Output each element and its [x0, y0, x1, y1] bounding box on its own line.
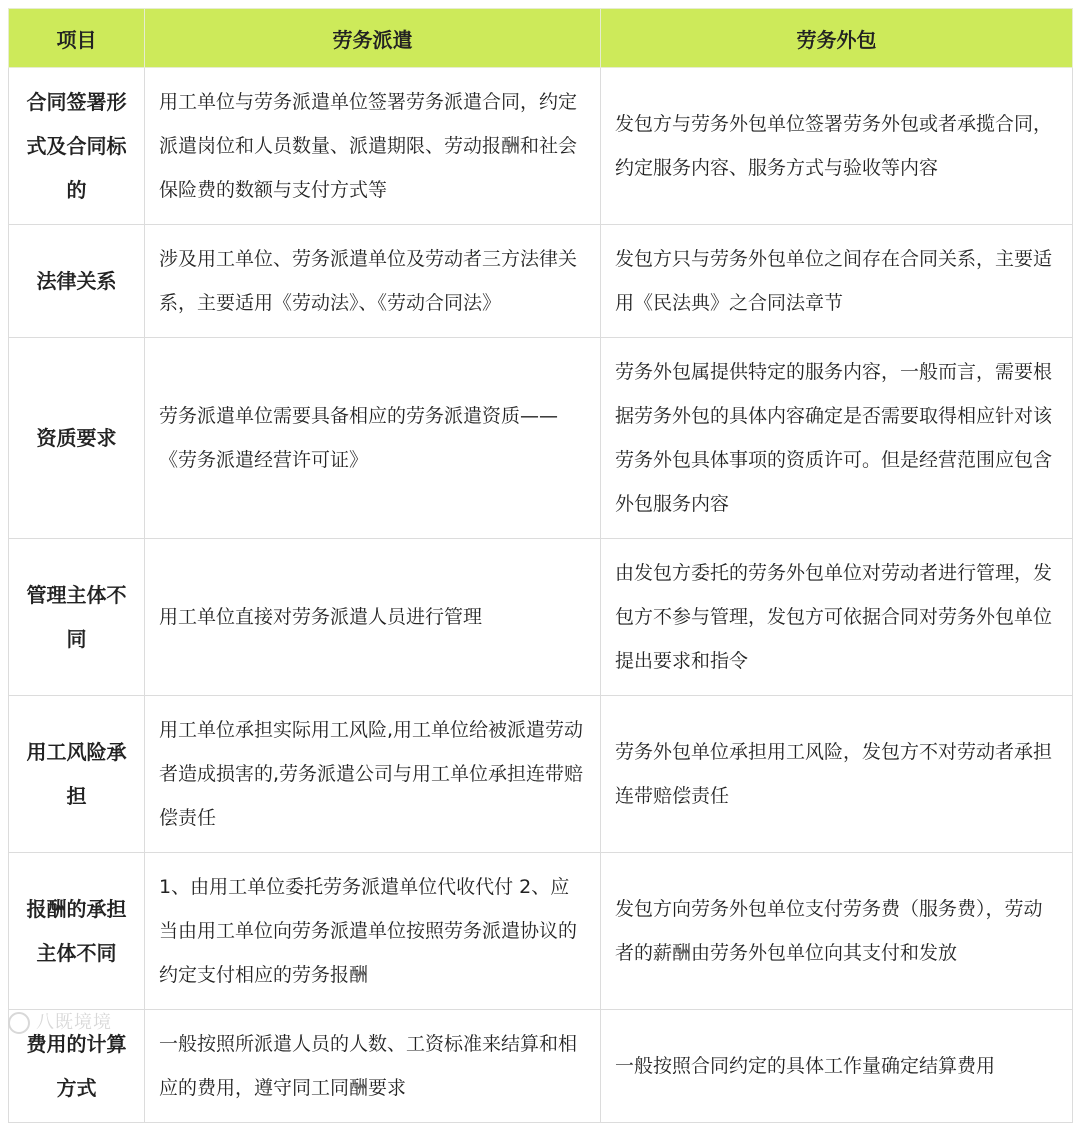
table-row [9, 225, 1073, 338]
row-item-label: 用工风险承担 [9, 696, 145, 853]
table-row [9, 696, 1073, 853]
table-row [9, 853, 1073, 1010]
row-item-label: 法律关系 [9, 225, 145, 338]
row-item-label: 管理主体不同 [9, 539, 145, 696]
dispatch-cell: 劳务派遣单位需要具备相应的劳务派遣资质——《劳务派遣经营许可证》 [145, 338, 601, 539]
table-row [9, 539, 1073, 696]
dispatch-cell: 一般按照所派遣人员的人数、工资标准来结算和相应的费用，遵守同工同酬要求 [145, 1010, 601, 1123]
watermark-logo-icon [8, 1012, 30, 1034]
dispatch-cell: 涉及用工单位、劳务派遣单位及劳动者三方法律关系，主要适用《劳动法》、《劳动合同法》 [145, 225, 601, 338]
outsourcing-cell: 劳务外包单位承担用工风险，发包方不对劳动者承担连带赔偿责任 [601, 696, 1073, 853]
header-item: 项目 [9, 9, 145, 68]
outsourcing-cell: 发包方向劳务外包单位支付劳务费（服务费），劳动者的薪酬由劳务外包单位向其支付和发放 [601, 853, 1073, 1010]
dispatch-cell: 用工单位直接对劳务派遣人员进行管理 [145, 539, 601, 696]
dispatch-cell: 1、由用工单位委托劳务派遣单位代收代付 2、应当由用工单位向劳务派遣单位按照劳务派遣协议的约定支付相应的劳务报酬 [145, 853, 601, 1010]
row-item-label: 报酬的承担主体不同 [9, 853, 145, 1010]
watermark [8, 1008, 112, 1034]
table-row [9, 68, 1073, 225]
table-row [9, 1010, 1073, 1123]
outsourcing-cell: 发包方与劳务外包单位签署劳务外包或者承揽合同，约定服务内容、服务方式与验收等内容 [601, 68, 1073, 225]
header-dispatch: 劳务派遣 [145, 9, 601, 68]
table-row [9, 338, 1073, 539]
dispatch-cell: 用工单位与劳务派遣单位签署劳务派遣合同，约定派遣岗位和人员数量、派遣期限、劳动报酬和社会保险费的数额与支付方式等 [145, 68, 601, 225]
outsourcing-cell: 发包方只与劳务外包单位之间存在合同关系，主要适用《民法典》之合同法章节 [601, 225, 1073, 338]
row-item-label: 费用的计算方式 [9, 1010, 145, 1123]
row-item-label: 资质要求 [9, 338, 145, 539]
outsourcing-cell: 劳务外包属提供特定的服务内容，一般而言，需要根据劳务外包的具体内容确定是否需要取得相应针对该劳务外包具体事项的资质许可。但是经营范围应包含外包服务内容 [601, 338, 1073, 539]
watermark-text: 八既境境 [36, 1012, 112, 1033]
outsourcing-cell: 一般按照合同约定的具体工作量确定结算费用 [601, 1010, 1073, 1123]
row-item-label: 合同签署形式及合同标的 [9, 68, 145, 225]
header-outsourcing: 劳务外包 [601, 9, 1073, 68]
dispatch-cell: 用工单位承担实际用工风险,用工单位给被派遣劳动者造成损害的,劳务派遣公司与用工单位承担连带赔偿责任 [145, 696, 601, 853]
comparison-table [8, 8, 1073, 1123]
outsourcing-cell: 由发包方委托的劳务外包单位对劳动者进行管理，发包方不参与管理，发包方可依据合同对劳务外包单位提出要求和指令 [601, 539, 1073, 696]
table-header-row [9, 9, 1073, 68]
